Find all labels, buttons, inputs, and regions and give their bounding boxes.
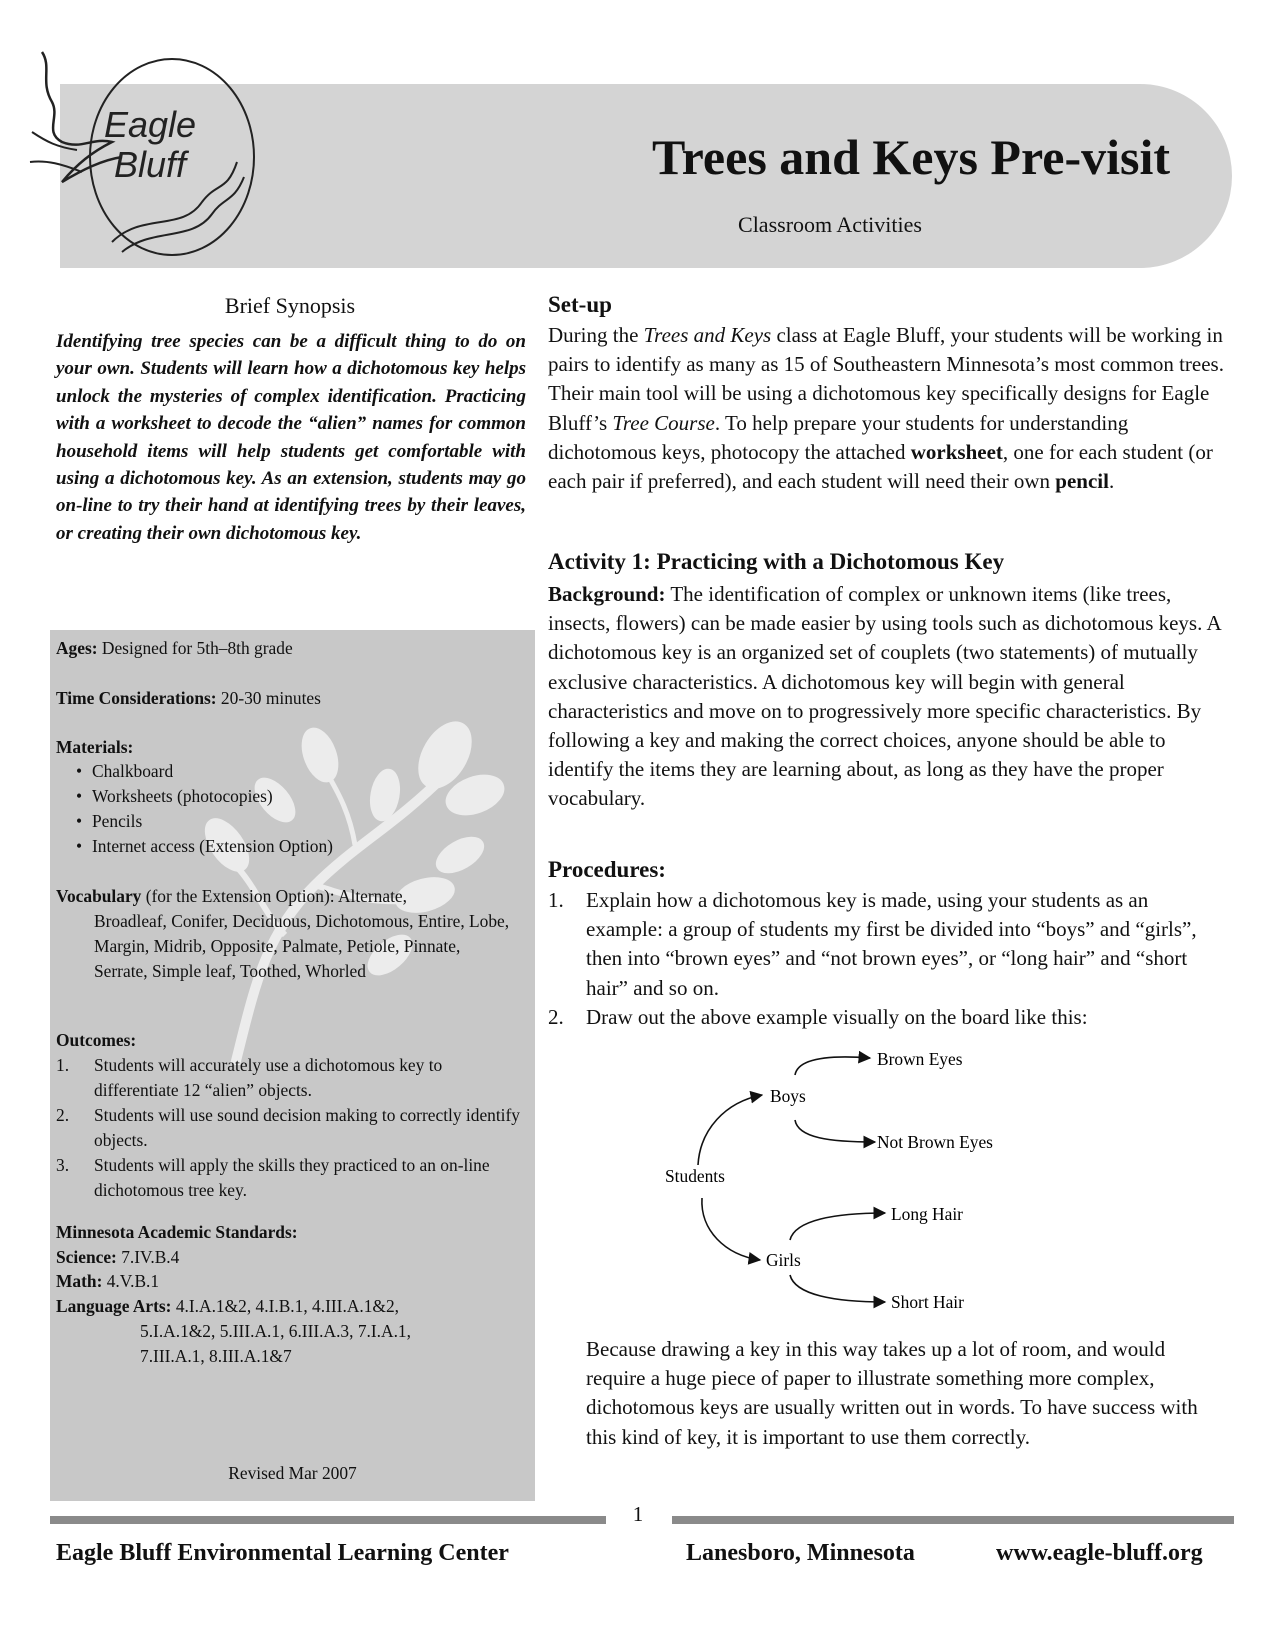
node-short-hair: Short Hair	[891, 1292, 964, 1312]
node-girls: Girls	[766, 1250, 801, 1270]
footer-organization: Eagle Bluff Environmental Learning Center	[56, 1540, 509, 1566]
page-number: 1	[632, 1502, 644, 1526]
node-long-hair: Long Hair	[891, 1204, 963, 1224]
language-arts-standard: Language Arts: 4.I.A.1&2, 4.I.B.1, 4.III.A.1&2, 5.I.A.1&2, 5.III.A.1, 6.III.A.3, 7.I.A.1, 7.III.A.1, 8.III.A.1&7	[56, 1296, 411, 1366]
node-students: Students	[665, 1166, 725, 1186]
activity1-heading: Activity 1: Practicing with a Dichotomous Key	[548, 549, 1005, 574]
outcomes-list	[56, 1053, 526, 1203]
synopsis-text: Identifying tree species can be a difficult thing to do on your own. Students will learn how a dichotomous key helps unlock the mysteries of complex identification. Practicing with a worksheet to decode the “alien” names for common household items will help students get comfortable with using a dichotomous key. As an extension, students may go on-line to try their hand at identifying trees by their leaves, or creating their own dichotomous key.	[56, 331, 526, 544]
science-standard: Science: 7.IV.B.4	[56, 1247, 180, 1267]
activity1-background: Background: The identification of complex or unknown items (like trees, insects, flowers) can be made easier by using tools such as dichotomous keys. A dichotomous key is an organized set of couplets (two statements) of mutually exclusive characteristics. A dichotomous key will begin with general characteristics and move on to progressively more specific characteristics. By following a key and making the correct choices, anyone should be able to identify the items they are learning about, as long as they have the proper vocabulary.	[548, 582, 1221, 811]
list-item: 2. Draw out the above example visually on the board like this:	[548, 1004, 1088, 1029]
footer-location: Lanesboro, Minnesota	[686, 1540, 915, 1566]
vocabulary	[56, 884, 516, 984]
setup-text: During the Trees and Keys class at Eagle Bluff, your students will be working in pairs to identify as many as 15 of Southeastern Minnesota’s most common trees. Their main tool will be using a dichotomous key specifically designs for Eagle Bluff’s Tree Course. To help prepare your students for understanding dichotomous keys, photocopy the attached worksheet, one for each student (or each pair if preferred), and each student will need their own pencil.	[548, 323, 1224, 494]
branch-illustration	[175, 685, 515, 1065]
arrow-to-boys	[698, 1095, 762, 1165]
list-item: 3. Students will apply the skills they practiced to an on-line dichotomous tree key.	[56, 1155, 490, 1200]
page-title: Trees and Keys Pre-visit	[652, 129, 1170, 185]
dichotomous-key-diagram	[660, 1040, 1090, 1330]
list-item: 2. Students will use sound decision making to correctly identify objects.	[56, 1105, 521, 1150]
time-value: 20-30 minutes	[220, 688, 321, 708]
procedures-list	[548, 886, 1230, 1032]
ages-line	[56, 636, 526, 661]
synopsis-heading: Brief Synopsis	[224, 293, 356, 318]
setup-heading: Set-up	[548, 292, 612, 317]
vocab-first: (for the Extension Option): Alternate,	[145, 886, 407, 906]
svg-text:Eagle: Eagle	[104, 104, 197, 145]
materials-list	[56, 759, 333, 859]
node-brown-eyes: Brown Eyes	[877, 1049, 963, 1069]
arrow-to-not-brown-eyes	[795, 1120, 875, 1142]
closing-paragraph: Because drawing a key in this way takes up a lot of room, and would require a huge piece of paper to illustrate something more complex, dichotomous keys are usually written out in words. To have success with this kind of key, it is important to use them correctly.	[586, 1337, 1198, 1449]
math-standard: Math: 4.V.B.1	[56, 1271, 160, 1291]
footer-rule-left	[50, 1516, 606, 1524]
vocab-rest: Broadleaf, Conifer, Deciduous, Dichotomous, Entire, Lobe, Margin, Midrib, Opposite, Palmate, Petiole, Pinnate, Serrate, Simple leaf, Toothed, Whorled	[94, 911, 510, 981]
arrow-to-long-hair	[790, 1213, 885, 1240]
list-item: 1. Students will accurately use a dichotomous key to differentiate 12 “alien” objects.	[56, 1055, 443, 1100]
node-not-brown-eyes: Not Brown Eyes	[877, 1132, 993, 1152]
arrow-to-brown-eyes	[795, 1057, 870, 1075]
footer-website: www.eagle-bluff.org	[996, 1540, 1203, 1566]
procedures-heading: Procedures:	[548, 857, 666, 882]
svg-text:Bluff: Bluff	[114, 144, 187, 185]
list-item: • Worksheets (photocopies)	[56, 784, 333, 809]
list-item: • Internet access (Extension Option)	[56, 834, 333, 859]
list-item: • Pencils	[56, 809, 333, 834]
time-label: Time Considerations:	[56, 688, 217, 708]
page-subtitle: Classroom Activities	[738, 212, 922, 237]
time-line	[56, 686, 526, 711]
standards-label: Minnesota Academic Standards:	[56, 1222, 298, 1242]
arrow-to-girls	[702, 1198, 760, 1260]
materials-label: Materials:	[56, 737, 134, 757]
node-boys: Boys	[770, 1086, 806, 1106]
list-item: 1. Explain how a dichotomous key is made, using your students as an example: a group of students my first be divided into “boys” and “girls”, then into “brown eyes” and “not brown eyes”, or “long hair” and “short hair” and so on.	[548, 888, 1197, 1000]
ages-label: Ages:	[56, 638, 98, 658]
vocab-label: Vocabulary	[56, 886, 142, 906]
outcomes-label: Outcomes:	[56, 1030, 137, 1050]
revised-date: Revised Mar 2007	[228, 1463, 357, 1483]
ages-value: Designed for 5th–8th grade	[101, 638, 293, 658]
eagle-bluff-logo	[22, 42, 262, 262]
footer-rule-right	[672, 1516, 1234, 1524]
arrow-to-short-hair	[790, 1275, 885, 1302]
list-item: • Chalkboard	[56, 759, 333, 784]
